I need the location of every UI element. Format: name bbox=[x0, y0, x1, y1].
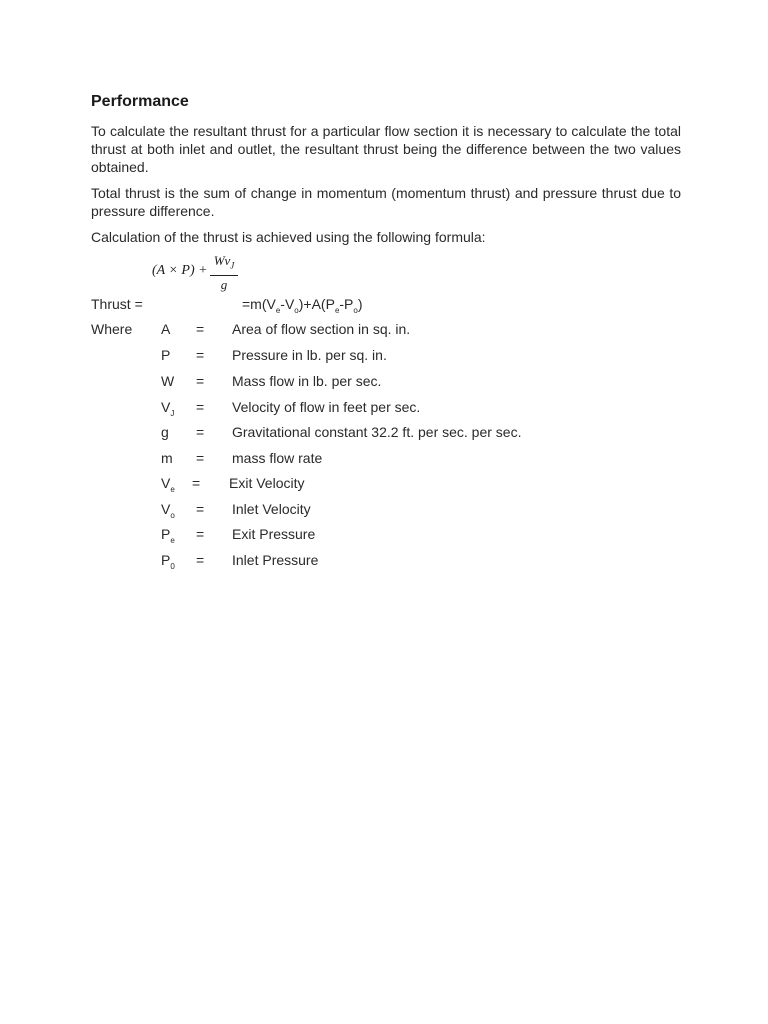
definition-row bbox=[0, 346, 768, 364]
eq-part: -V bbox=[280, 296, 295, 312]
paragraph-total-thrust: Total thrust is the sum of change in momentum (momentum thrust) and pressure thrust due to pressure difference. bbox=[91, 185, 681, 219]
equals-sign: = bbox=[196, 399, 205, 415]
definition-description: Inlet Pressure bbox=[232, 552, 319, 568]
equals-sign: = bbox=[196, 321, 205, 337]
definition-symbol bbox=[161, 500, 175, 525]
symbol-text: W bbox=[161, 373, 175, 389]
symbol-text: P bbox=[161, 347, 171, 363]
definition-symbol bbox=[161, 372, 174, 397]
where-label: Where bbox=[91, 321, 133, 337]
definition-description: Mass flow in lb. per sec. bbox=[232, 373, 382, 389]
equals-sign: = bbox=[196, 373, 205, 389]
eq-part: -P bbox=[339, 296, 354, 312]
definition-description: Exit Velocity bbox=[229, 475, 305, 491]
definition-description: mass flow rate bbox=[232, 450, 323, 466]
numerator-subscript: J bbox=[230, 260, 235, 271]
definition-symbol bbox=[161, 346, 170, 371]
equals-sign: = bbox=[196, 526, 205, 542]
definition-symbol bbox=[161, 423, 169, 448]
definition-row bbox=[0, 398, 768, 416]
definition-description: Gravitational constant 32.2 ft. per sec. per sec. bbox=[232, 424, 522, 440]
thrust-label: Thrust = bbox=[91, 296, 143, 312]
numerator-text: Wv bbox=[213, 253, 231, 268]
formula-denominator: g bbox=[220, 276, 228, 292]
paragraph-resultant-thrust: To calculate the resultant thrust for a particular flow section it is necessary to calculate the total thrust at both inlet and outlet, the resultant thrust being the difference between the two values obtained. bbox=[91, 123, 681, 175]
eq-sub: o bbox=[353, 305, 358, 315]
definition-description: Inlet Velocity bbox=[232, 501, 311, 517]
formula-numerator bbox=[210, 253, 238, 274]
equals-sign: = bbox=[196, 501, 205, 517]
definition-symbol bbox=[161, 320, 170, 345]
symbol-text: A bbox=[161, 321, 171, 337]
symbol-subscript: J bbox=[170, 408, 175, 418]
equals-sign: = bbox=[196, 552, 205, 568]
symbol-text: V bbox=[161, 399, 171, 415]
thrust-equation bbox=[242, 295, 363, 320]
definition-description: Exit Pressure bbox=[232, 526, 316, 542]
definition-row bbox=[0, 525, 768, 543]
eq-sub: o bbox=[294, 305, 299, 315]
formula-fraction bbox=[210, 253, 238, 293]
definition-description: Area of flow section in sq. in. bbox=[232, 321, 411, 337]
definition-symbol bbox=[161, 474, 175, 499]
symbol-text: m bbox=[161, 450, 173, 466]
equals-sign: = bbox=[196, 450, 205, 466]
equals-sign: = bbox=[196, 424, 205, 440]
definition-row bbox=[0, 474, 768, 492]
symbol-text: V bbox=[161, 501, 171, 517]
definition-row bbox=[0, 551, 768, 569]
formula-lhs: (A × P) + bbox=[152, 263, 208, 278]
eq-sub: e bbox=[275, 305, 281, 315]
eq-sub: e bbox=[334, 305, 340, 315]
symbol-subscript: e bbox=[170, 535, 175, 545]
definition-row bbox=[0, 500, 768, 518]
definition-symbol bbox=[161, 398, 174, 423]
symbol-text: V bbox=[161, 475, 171, 491]
fraction-bar bbox=[210, 275, 238, 276]
symbol-subscript: o bbox=[170, 510, 175, 520]
section-heading: Performance bbox=[91, 93, 189, 110]
definition-row bbox=[0, 423, 768, 441]
symbol-text: P bbox=[161, 526, 171, 542]
definition-symbol bbox=[161, 551, 175, 576]
symbol-subscript: e bbox=[170, 484, 175, 494]
eq-part: )+A(P bbox=[298, 296, 335, 312]
symbol-text: P bbox=[161, 552, 171, 568]
definition-description: Pressure in lb. per sq. in. bbox=[232, 347, 387, 363]
definition-symbol bbox=[161, 525, 175, 550]
symbol-subscript: 0 bbox=[170, 561, 175, 571]
definition-row bbox=[0, 449, 768, 467]
eq-part: =m(V bbox=[242, 296, 276, 312]
equals-sign: = bbox=[192, 475, 201, 491]
symbol-text: g bbox=[161, 424, 169, 440]
definition-row bbox=[0, 372, 768, 390]
definition-description: Velocity of flow in feet per sec. bbox=[232, 399, 421, 415]
paragraph-formula-intro: Calculation of the thrust is achieved using the following formula: bbox=[91, 229, 486, 245]
equals-sign: = bbox=[196, 347, 205, 363]
definition-symbol bbox=[161, 449, 173, 474]
eq-part: ) bbox=[357, 296, 363, 312]
definition-row bbox=[0, 320, 768, 338]
